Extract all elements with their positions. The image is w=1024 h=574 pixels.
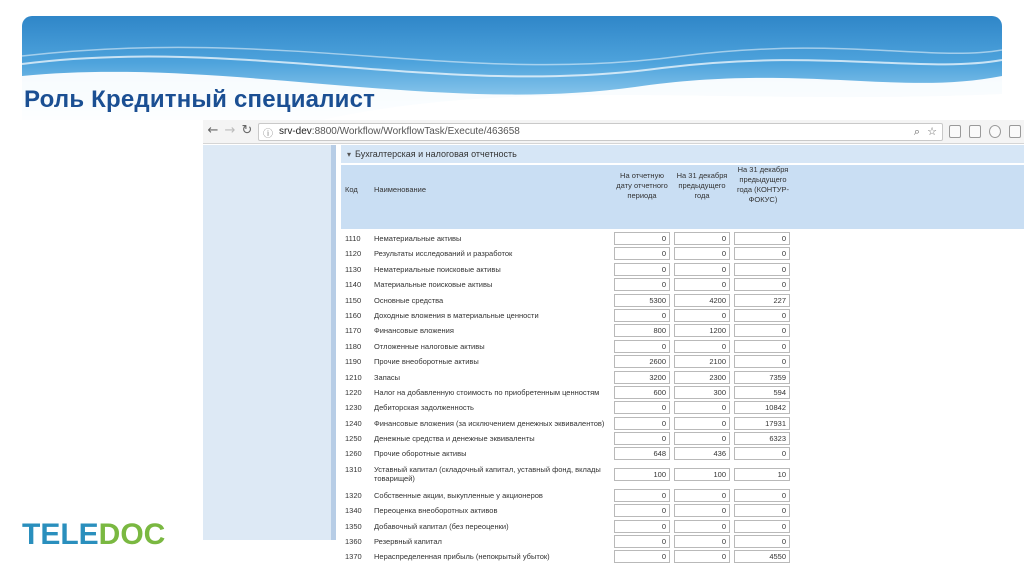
clock-extension-icon[interactable] — [989, 125, 1001, 138]
row-name: Собственные акции, выкупленные у акционеров — [374, 490, 543, 500]
value-prev-year-input[interactable]: 2100 — [674, 355, 730, 368]
value-prev-year-input[interactable]: 100 — [674, 468, 730, 481]
value-period-input[interactable]: 0 — [614, 278, 670, 291]
header-code: Код — [345, 185, 358, 194]
extension-icon-1[interactable] — [949, 125, 961, 138]
value-kontur-input[interactable]: 10 — [734, 468, 790, 481]
url-text — [279, 126, 520, 137]
value-period-input[interactable]: 0 — [614, 550, 670, 563]
value-prev-year-input[interactable]: 300 — [674, 386, 730, 399]
value-prev-year-input[interactable]: 1200 — [674, 324, 730, 337]
value-period-input[interactable]: 0 — [614, 489, 670, 502]
value-kontur-input[interactable]: 227 — [734, 294, 790, 307]
page-content — [203, 145, 1024, 562]
teledoc-logo — [22, 518, 165, 552]
value-period-input[interactable]: 600 — [614, 386, 670, 399]
value-period-input[interactable]: 0 — [614, 504, 670, 517]
table-row — [341, 431, 1024, 446]
value-kontur-input[interactable]: 4550 — [734, 550, 790, 563]
row-code: 1160 — [345, 310, 362, 320]
value-period-input[interactable]: 0 — [614, 309, 670, 322]
url-path: :8800/Workflow/WorkflowTask/Execute/463658 — [311, 126, 520, 137]
value-prev-year-input[interactable]: 0 — [674, 432, 730, 445]
row-name: Финансовые вложения (за исключением денежных эквивалентов) — [374, 418, 605, 428]
table-row — [341, 339, 1024, 354]
row-name: Нематериальные активы — [374, 234, 462, 243]
bookmark-star-icon[interactable]: ☆ — [927, 125, 937, 138]
value-prev-year-input[interactable]: 0 — [674, 550, 730, 563]
value-kontur-input[interactable]: 0 — [734, 232, 790, 245]
value-kontur-input[interactable]: 0 — [734, 447, 790, 460]
table-row — [341, 370, 1024, 385]
zoom-icon[interactable]: ⌕ — [913, 125, 920, 138]
row-code: 1170 — [345, 326, 362, 336]
table-row — [341, 262, 1024, 277]
value-period-input[interactable]: 3200 — [614, 371, 670, 384]
value-kontur-input[interactable]: 0 — [734, 278, 790, 291]
row-code: 1210 — [345, 372, 362, 382]
value-kontur-input[interactable]: 0 — [734, 247, 790, 260]
table-row — [341, 246, 1024, 261]
value-period-input[interactable]: 0 — [614, 247, 670, 260]
row-name: Добавочный капитал (без переоценки) — [374, 521, 509, 531]
table-row — [341, 323, 1024, 338]
section-header[interactable] — [341, 145, 1024, 163]
panel-divider[interactable] — [331, 145, 336, 540]
row-name: Уставный капитал (складочный капитал, уставный фонд, вклады товарищей) — [374, 464, 601, 483]
row-code: 1360 — [345, 537, 362, 547]
address-bar[interactable] — [258, 123, 943, 141]
row-code: 1350 — [345, 521, 362, 531]
row-name: Прочие внеоборотные активы — [374, 357, 479, 367]
row-name: Переоценка внеоборотных активов — [374, 506, 498, 516]
row-code: 1120 — [345, 249, 362, 259]
value-prev-year-input[interactable]: 0 — [674, 535, 730, 548]
row-code: 1110 — [345, 234, 361, 243]
value-period-input[interactable]: 0 — [614, 263, 670, 276]
reload-icon[interactable]: ↻ — [241, 123, 253, 138]
table-header — [341, 165, 1024, 229]
value-period-input[interactable]: 100 — [614, 468, 670, 481]
row-name: Запасы — [374, 372, 401, 382]
table-row — [341, 231, 1024, 246]
info-icon[interactable]: ⓘ — [263, 129, 273, 140]
value-period-input[interactable]: 648 — [614, 447, 670, 460]
row-name: Налог на добавленную стоимость по приобретенным ценностям — [374, 387, 600, 397]
row-name: Материальные поисковые активы — [374, 280, 493, 290]
slide-title: Роль Кредитный специалист — [24, 86, 376, 113]
value-prev-year-input[interactable]: 0 — [674, 489, 730, 502]
section-title: Бухгалтерская и налоговая отчетность — [355, 149, 517, 159]
header-name: Наименование — [374, 185, 426, 194]
value-period-input[interactable]: 0 — [614, 340, 670, 353]
header-prev-year: На 31 декабря предыдущего года — [676, 171, 728, 200]
row-code: 1340 — [345, 506, 362, 516]
table-row — [341, 503, 1024, 518]
value-prev-year-input[interactable]: 4200 — [674, 294, 730, 307]
forward-arrow-icon[interactable]: → — [224, 123, 236, 138]
value-prev-year-input[interactable]: 0 — [674, 278, 730, 291]
row-name: Резервный капитал — [374, 537, 442, 547]
table-row — [341, 385, 1024, 400]
left-panel — [203, 145, 331, 540]
chevron-down-icon[interactable]: ▾ — [347, 150, 352, 159]
value-period-input[interactable]: 0 — [614, 432, 670, 445]
value-kontur-input[interactable]: 10842 — [734, 401, 790, 414]
row-code: 1150 — [345, 295, 362, 305]
value-kontur-input[interactable]: 6323 — [734, 432, 790, 445]
row-code: 1240 — [345, 418, 362, 428]
value-prev-year-input[interactable]: 0 — [674, 417, 730, 430]
row-name: Прочие оборотные активы — [374, 449, 467, 459]
value-prev-year-input[interactable]: 0 — [674, 263, 730, 276]
value-prev-year-input[interactable]: 0 — [674, 232, 730, 245]
header-prev-year-kontur: На 31 декабря предыдущего года (КОНТУР-ФОКУС) — [736, 165, 790, 204]
row-code: 1250 — [345, 434, 362, 444]
row-code: 1140 — [345, 280, 362, 290]
row-code: 1180 — [345, 341, 362, 351]
value-prev-year-input[interactable]: 436 — [674, 447, 730, 460]
row-code: 1190 — [345, 357, 362, 367]
browser-toolbar — [203, 120, 1024, 144]
row-name: Отложенные налоговые активы — [374, 341, 485, 351]
value-prev-year-input[interactable]: 0 — [674, 520, 730, 533]
table-body — [341, 231, 1024, 565]
table-row — [341, 446, 1024, 461]
table-row — [341, 293, 1024, 308]
row-code: 1370 — [345, 552, 362, 562]
row-name: Нематериальные поисковые активы — [374, 264, 501, 274]
table-row — [341, 519, 1024, 534]
row-code: 1260 — [345, 449, 362, 459]
value-period-input[interactable]: 0 — [614, 401, 670, 414]
value-kontur-input[interactable]: 594 — [734, 386, 790, 399]
extension-icon-3[interactable] — [1009, 125, 1021, 138]
extension-icon-2[interactable] — [969, 125, 981, 138]
row-name: Основные средства — [374, 295, 444, 305]
value-period-input[interactable]: 800 — [614, 324, 670, 337]
value-kontur-input[interactable]: 17931 — [734, 417, 790, 430]
value-prev-year-input[interactable]: 2300 — [674, 371, 730, 384]
value-kontur-input[interactable]: 0 — [734, 355, 790, 368]
value-prev-year-input[interactable]: 0 — [674, 504, 730, 517]
table-row — [341, 534, 1024, 549]
value-kontur-input[interactable]: 0 — [734, 535, 790, 548]
value-prev-year-input[interactable]: 0 — [674, 309, 730, 322]
value-period-input[interactable]: 0 — [614, 232, 670, 245]
row-name: Дебиторская задолженность — [374, 403, 474, 413]
table-row — [341, 277, 1024, 292]
value-period-input[interactable]: 0 — [614, 535, 670, 548]
row-name: Финансовые вложения — [374, 326, 454, 336]
value-kontur-input[interactable]: 0 — [734, 263, 790, 276]
row-name: Денежные средства и денежные эквиваленты — [374, 434, 535, 444]
table-row — [341, 416, 1024, 431]
value-period-input[interactable]: 5300 — [614, 294, 670, 307]
row-name: Результаты исследований и разработок — [374, 249, 513, 259]
value-period-input[interactable]: 0 — [614, 520, 670, 533]
value-kontur-input[interactable]: 0 — [734, 324, 790, 337]
value-prev-year-input[interactable]: 0 — [674, 247, 730, 260]
row-code: 1320 — [345, 490, 362, 500]
table-row — [341, 462, 1024, 488]
value-kontur-input[interactable]: 0 — [734, 489, 790, 502]
row-code: 1310 — [345, 464, 362, 474]
row-name: Доходные вложения в материальные ценности — [374, 310, 539, 320]
value-prev-year-input[interactable]: 0 — [674, 340, 730, 353]
value-kontur-input[interactable]: 7359 — [734, 371, 790, 384]
row-code: 1230 — [345, 403, 362, 413]
value-kontur-input[interactable]: 0 — [734, 504, 790, 517]
url-host: srv-dev — [279, 126, 312, 137]
value-kontur-input[interactable]: 0 — [734, 520, 790, 533]
back-arrow-icon[interactable]: ← — [207, 123, 219, 138]
row-code: 1130 — [345, 264, 362, 274]
browser-window — [203, 120, 1024, 562]
table-row — [341, 400, 1024, 415]
value-kontur-input[interactable]: 0 — [734, 309, 790, 322]
value-kontur-input[interactable]: 0 — [734, 340, 790, 353]
logo-part-1: TELE — [22, 518, 99, 551]
table-row — [341, 354, 1024, 369]
value-prev-year-input[interactable]: 0 — [674, 401, 730, 414]
header-period: На отчетную дату отчетного периода — [616, 171, 668, 200]
value-period-input[interactable]: 2600 — [614, 355, 670, 368]
table-row — [341, 549, 1024, 564]
table-row — [341, 308, 1024, 323]
row-code: 1220 — [345, 387, 362, 397]
value-period-input[interactable]: 0 — [614, 417, 670, 430]
table-row — [341, 488, 1024, 503]
logo-part-2: DOC — [98, 518, 166, 551]
row-name: Нераспределенная прибыль (непокрытый убыток) — [374, 552, 550, 562]
